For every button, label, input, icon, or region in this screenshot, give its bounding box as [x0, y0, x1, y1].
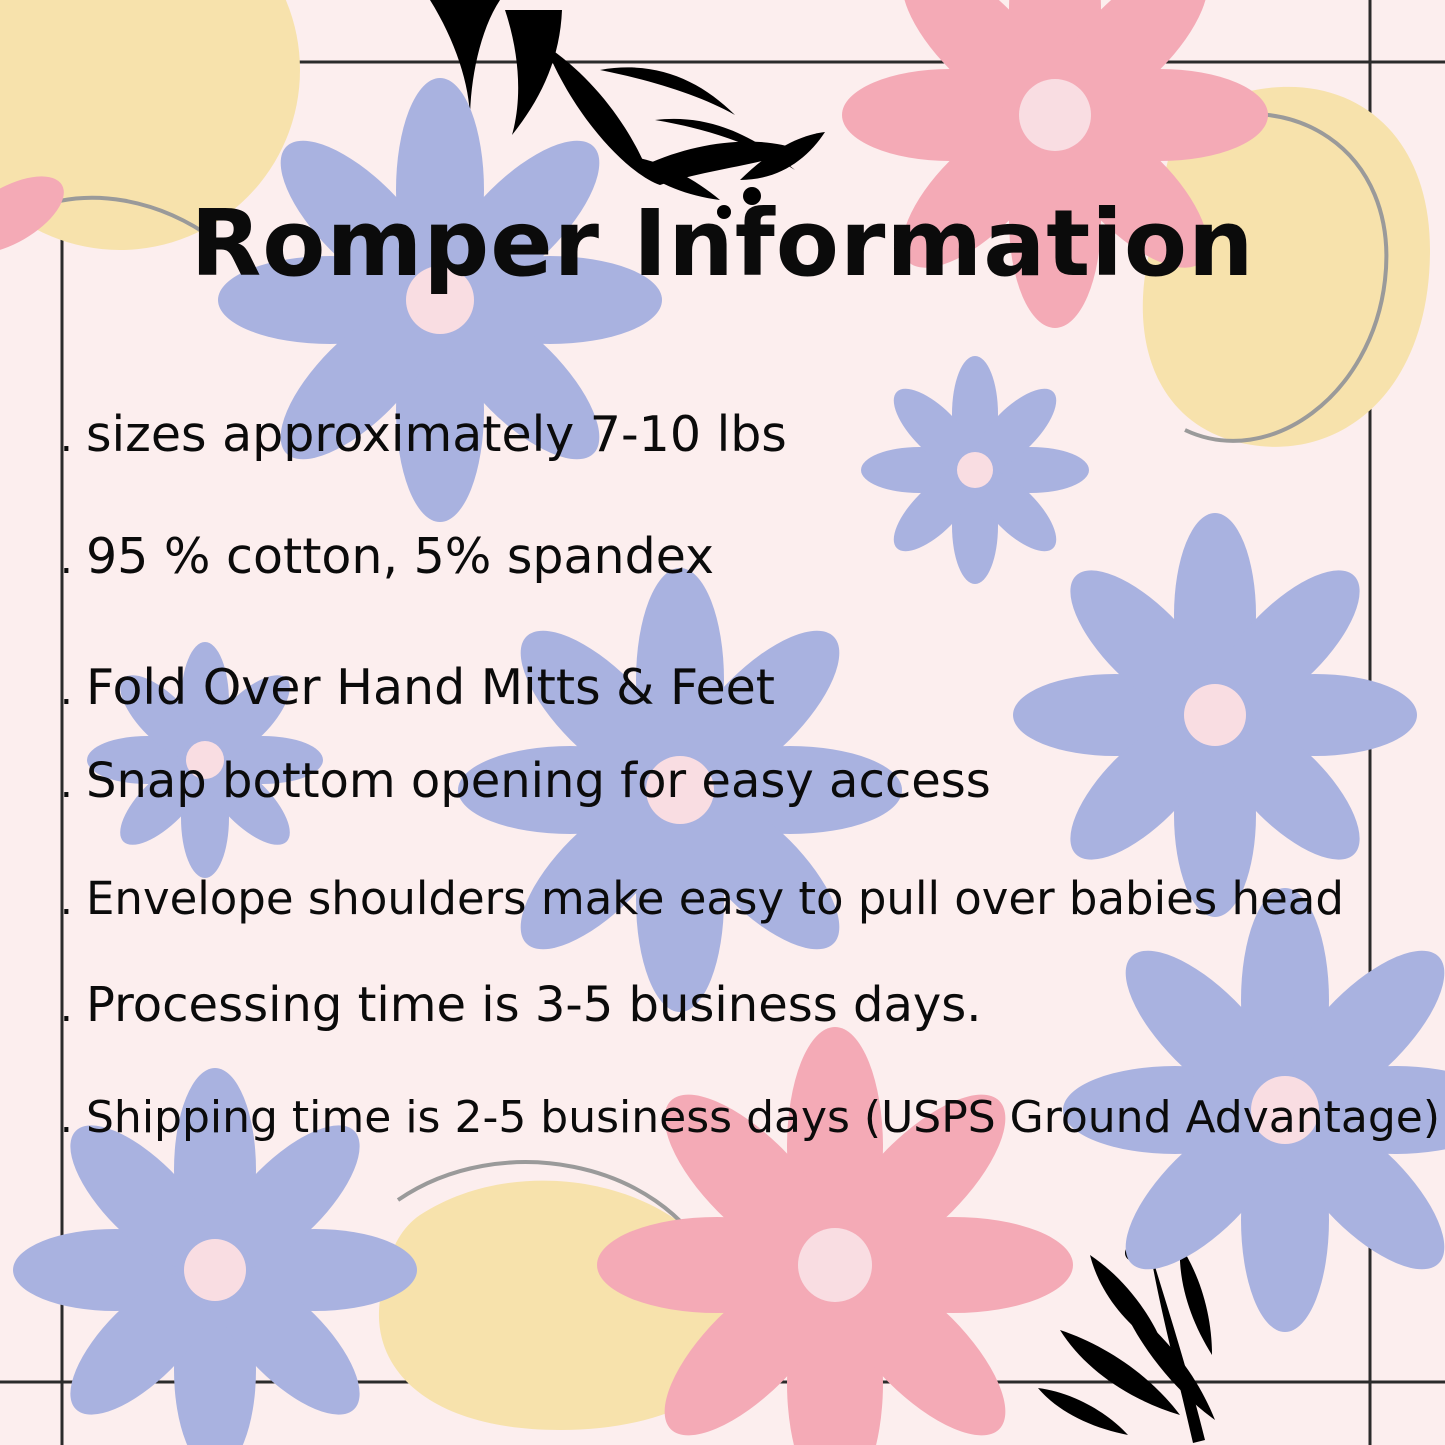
list-item-text: Shipping time is 2-5 business days (USPS Ground Advantage) [86, 1091, 1441, 1143]
list-item [60, 1087, 1441, 1149]
bullet-marker: . [60, 877, 73, 924]
list-item-text: Snap bottom opening for easy access [86, 752, 991, 809]
bullet-marker: . [60, 984, 73, 1031]
list-item-text: 95 % cotton, 5% spandex [86, 527, 715, 585]
list-item [60, 971, 1400, 1039]
list-item [60, 400, 1400, 470]
list-item [60, 522, 1400, 592]
bullet-marker: . [60, 415, 73, 461]
bullet-marker: . [60, 760, 73, 807]
bullet-marker: . [60, 536, 73, 583]
bullet-list [60, 400, 1441, 1165]
list-item [60, 867, 1400, 931]
list-item [60, 747, 1400, 815]
page-title: Romper Information [190, 190, 1255, 297]
list-item-text: sizes approximately 7-10 lbs [86, 406, 787, 463]
list-item-text: Processing time is 3-5 business days. [86, 976, 982, 1033]
list-item [60, 653, 1400, 723]
bullet-marker: . [60, 668, 73, 715]
bullet-marker: . [60, 1095, 73, 1142]
list-item-text: Fold Over Hand Mitts & Feet [86, 659, 775, 717]
list-item-text: Envelope shoulders make easy to pull over babies head [86, 871, 1344, 925]
